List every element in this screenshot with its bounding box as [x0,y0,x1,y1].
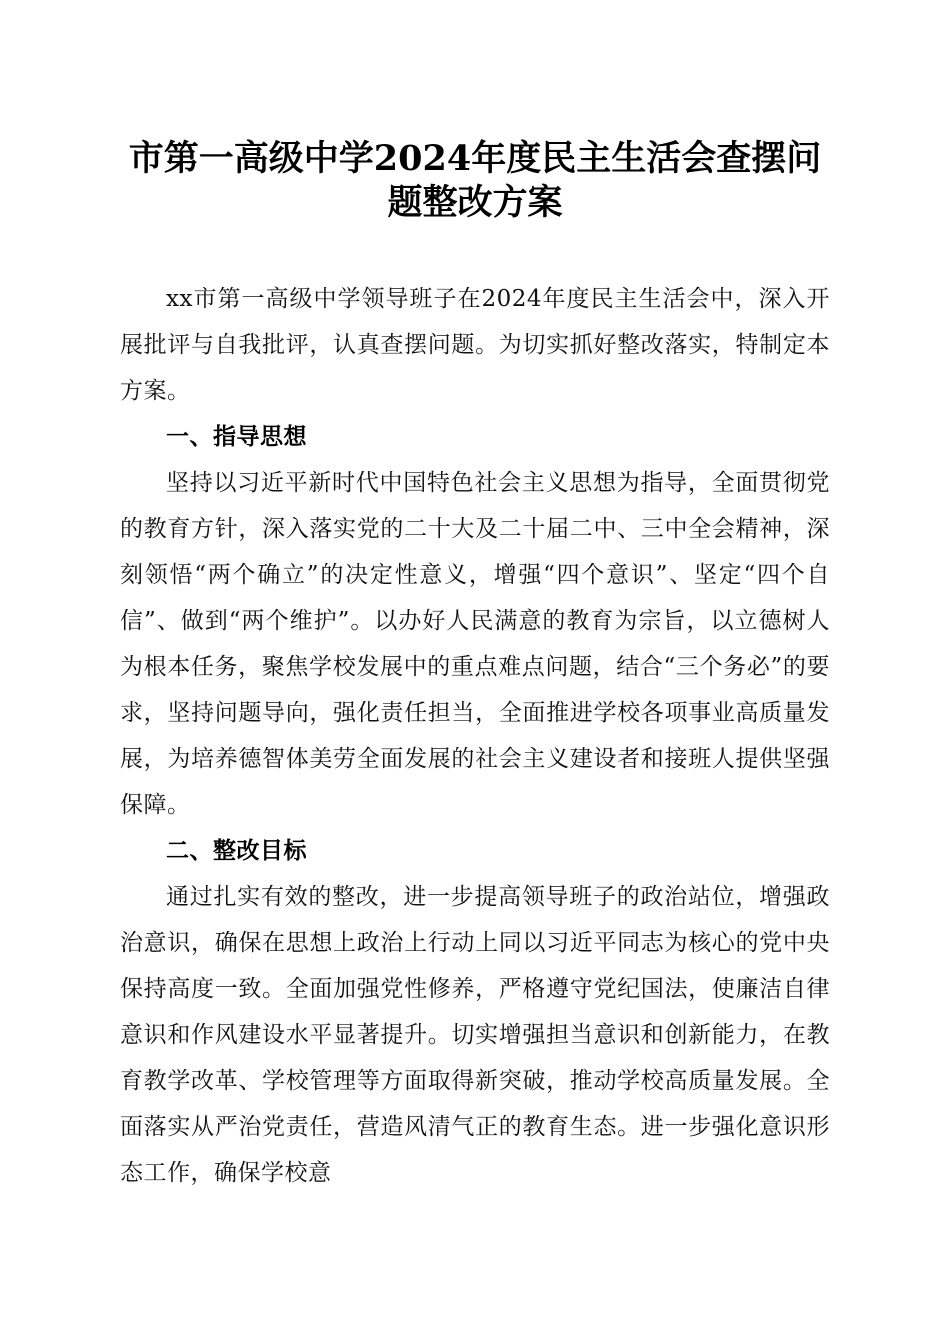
section-heading-rectification-goals: 二、整改目标 [166,838,307,864]
rectification-goals-paragraph: 通过扎实有效的整改，进一步提高领导班子的政治站位，增强政治意识，确保在思想上政治上行动上同以习近平同志为核心的党中央保持高度一致。全面加强党性修养，严格遵守党纪国法，使廉洁自律意识和作风建设水平显著提升。切实增强担当意识和创新能力，在教育教学改革、学校管理等方面取得新突破，推动学校高质量发展。全面落实从严治党责任，营造风清气正的教育生态。进一步强化意识形态工作，确保学校意 [120,884,830,1186]
document-title: 市第一高级中学2024年度民主生活会查摆问题整改方案 [128,138,822,223]
document-body [120,276,830,1196]
section-heading-guiding-ideology: 一、指导思想 [166,424,307,450]
intro-paragraph: xx市第一高级中学领导班子在2024年度民主生活会中，深入开展批评与自我批评，认真查摆问题。为切实抓好整改落实，特制定本方案。 [120,286,830,404]
guiding-ideology-paragraph: 坚持以习近平新时代中国特色社会主义思想为指导，全面贯彻党的教育方针，深入落实党的二十大及二十届二中、三中全会精神，深刻领悟“两个确立”的决定性意义，增强“四个意识”、坚定“四个自信”、做到“两个维护”。以办好人民满意的教育为宗旨，以立德树人为根本任务，聚焦学校发展中的重点难点问题，结合“三个务必”的要求，坚持问题导向，强化责任担当，全面推进学校各项事业高质量发展，为培养德智体美劳全面发展的社会主义建设者和接班人提供坚强保障。 [120,470,830,818]
